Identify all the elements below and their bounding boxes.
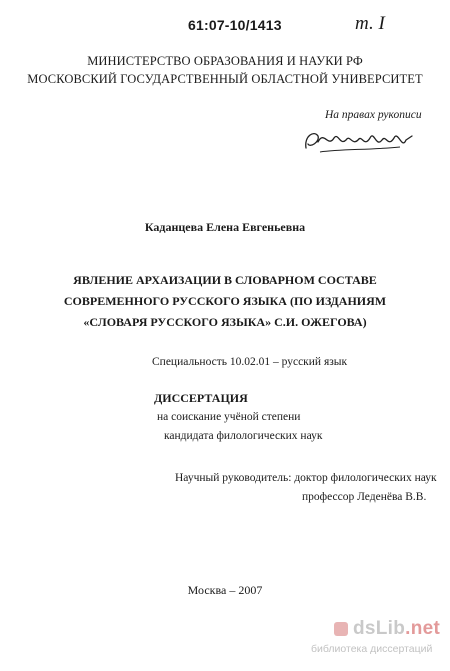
author-name: Каданцева Елена Евгеньевна <box>144 220 306 234</box>
watermark-subtitle: библиотека диссертаций <box>311 643 433 655</box>
archive-id: 61:07-10/1413 <box>188 17 282 33</box>
signature-image <box>300 122 420 158</box>
supervisor-line: Научный руководитель: доктор филологических наук <box>175 472 437 484</box>
watermark <box>303 618 443 668</box>
watermark-icon <box>334 622 348 636</box>
specialty: Специальность 10.02.01 – русский язык <box>152 356 348 368</box>
document-type: ДИССЕРТАЦИЯ <box>154 391 248 405</box>
degree-line: кандидата филологических наук <box>164 430 323 442</box>
title-line: СОВРЕМЕННОГО РУССКОГО ЯЗЫКА (ПО ИЗДАНИЯМ <box>63 294 387 308</box>
watermark-logo-prefix: dsLib <box>353 618 406 639</box>
handwritten-mark: т. I <box>355 13 385 34</box>
dissertation-title <box>0 270 450 333</box>
watermark-logo <box>353 618 440 640</box>
title-line: «СЛОВАРЯ РУССКОГО ЯЗЫКА» С.И. ОЖЕГОВА) <box>83 315 367 329</box>
supervisor-line: профессор Леденёва В.В. <box>302 491 427 503</box>
manuscript-rights: На правах рукописи <box>325 109 422 121</box>
university-name: МОСКОВСКИЙ ГОСУДАРСТВЕННЫЙ ОБЛАСТНОЙ УНИВЕРСИТЕТ <box>27 72 423 86</box>
degree-line: на соискание учёной степени <box>157 411 301 423</box>
ministry-name: МИНИСТЕРСТВО ОБРАЗОВАНИЯ И НАУКИ РФ <box>87 54 363 68</box>
title-line: ЯВЛЕНИЕ АРХАИЗАЦИИ В СЛОВАРНОМ СОСТАВЕ <box>73 273 377 287</box>
watermark-logo-suffix: .net <box>405 618 441 639</box>
city-year: Москва – 2007 <box>187 583 263 597</box>
